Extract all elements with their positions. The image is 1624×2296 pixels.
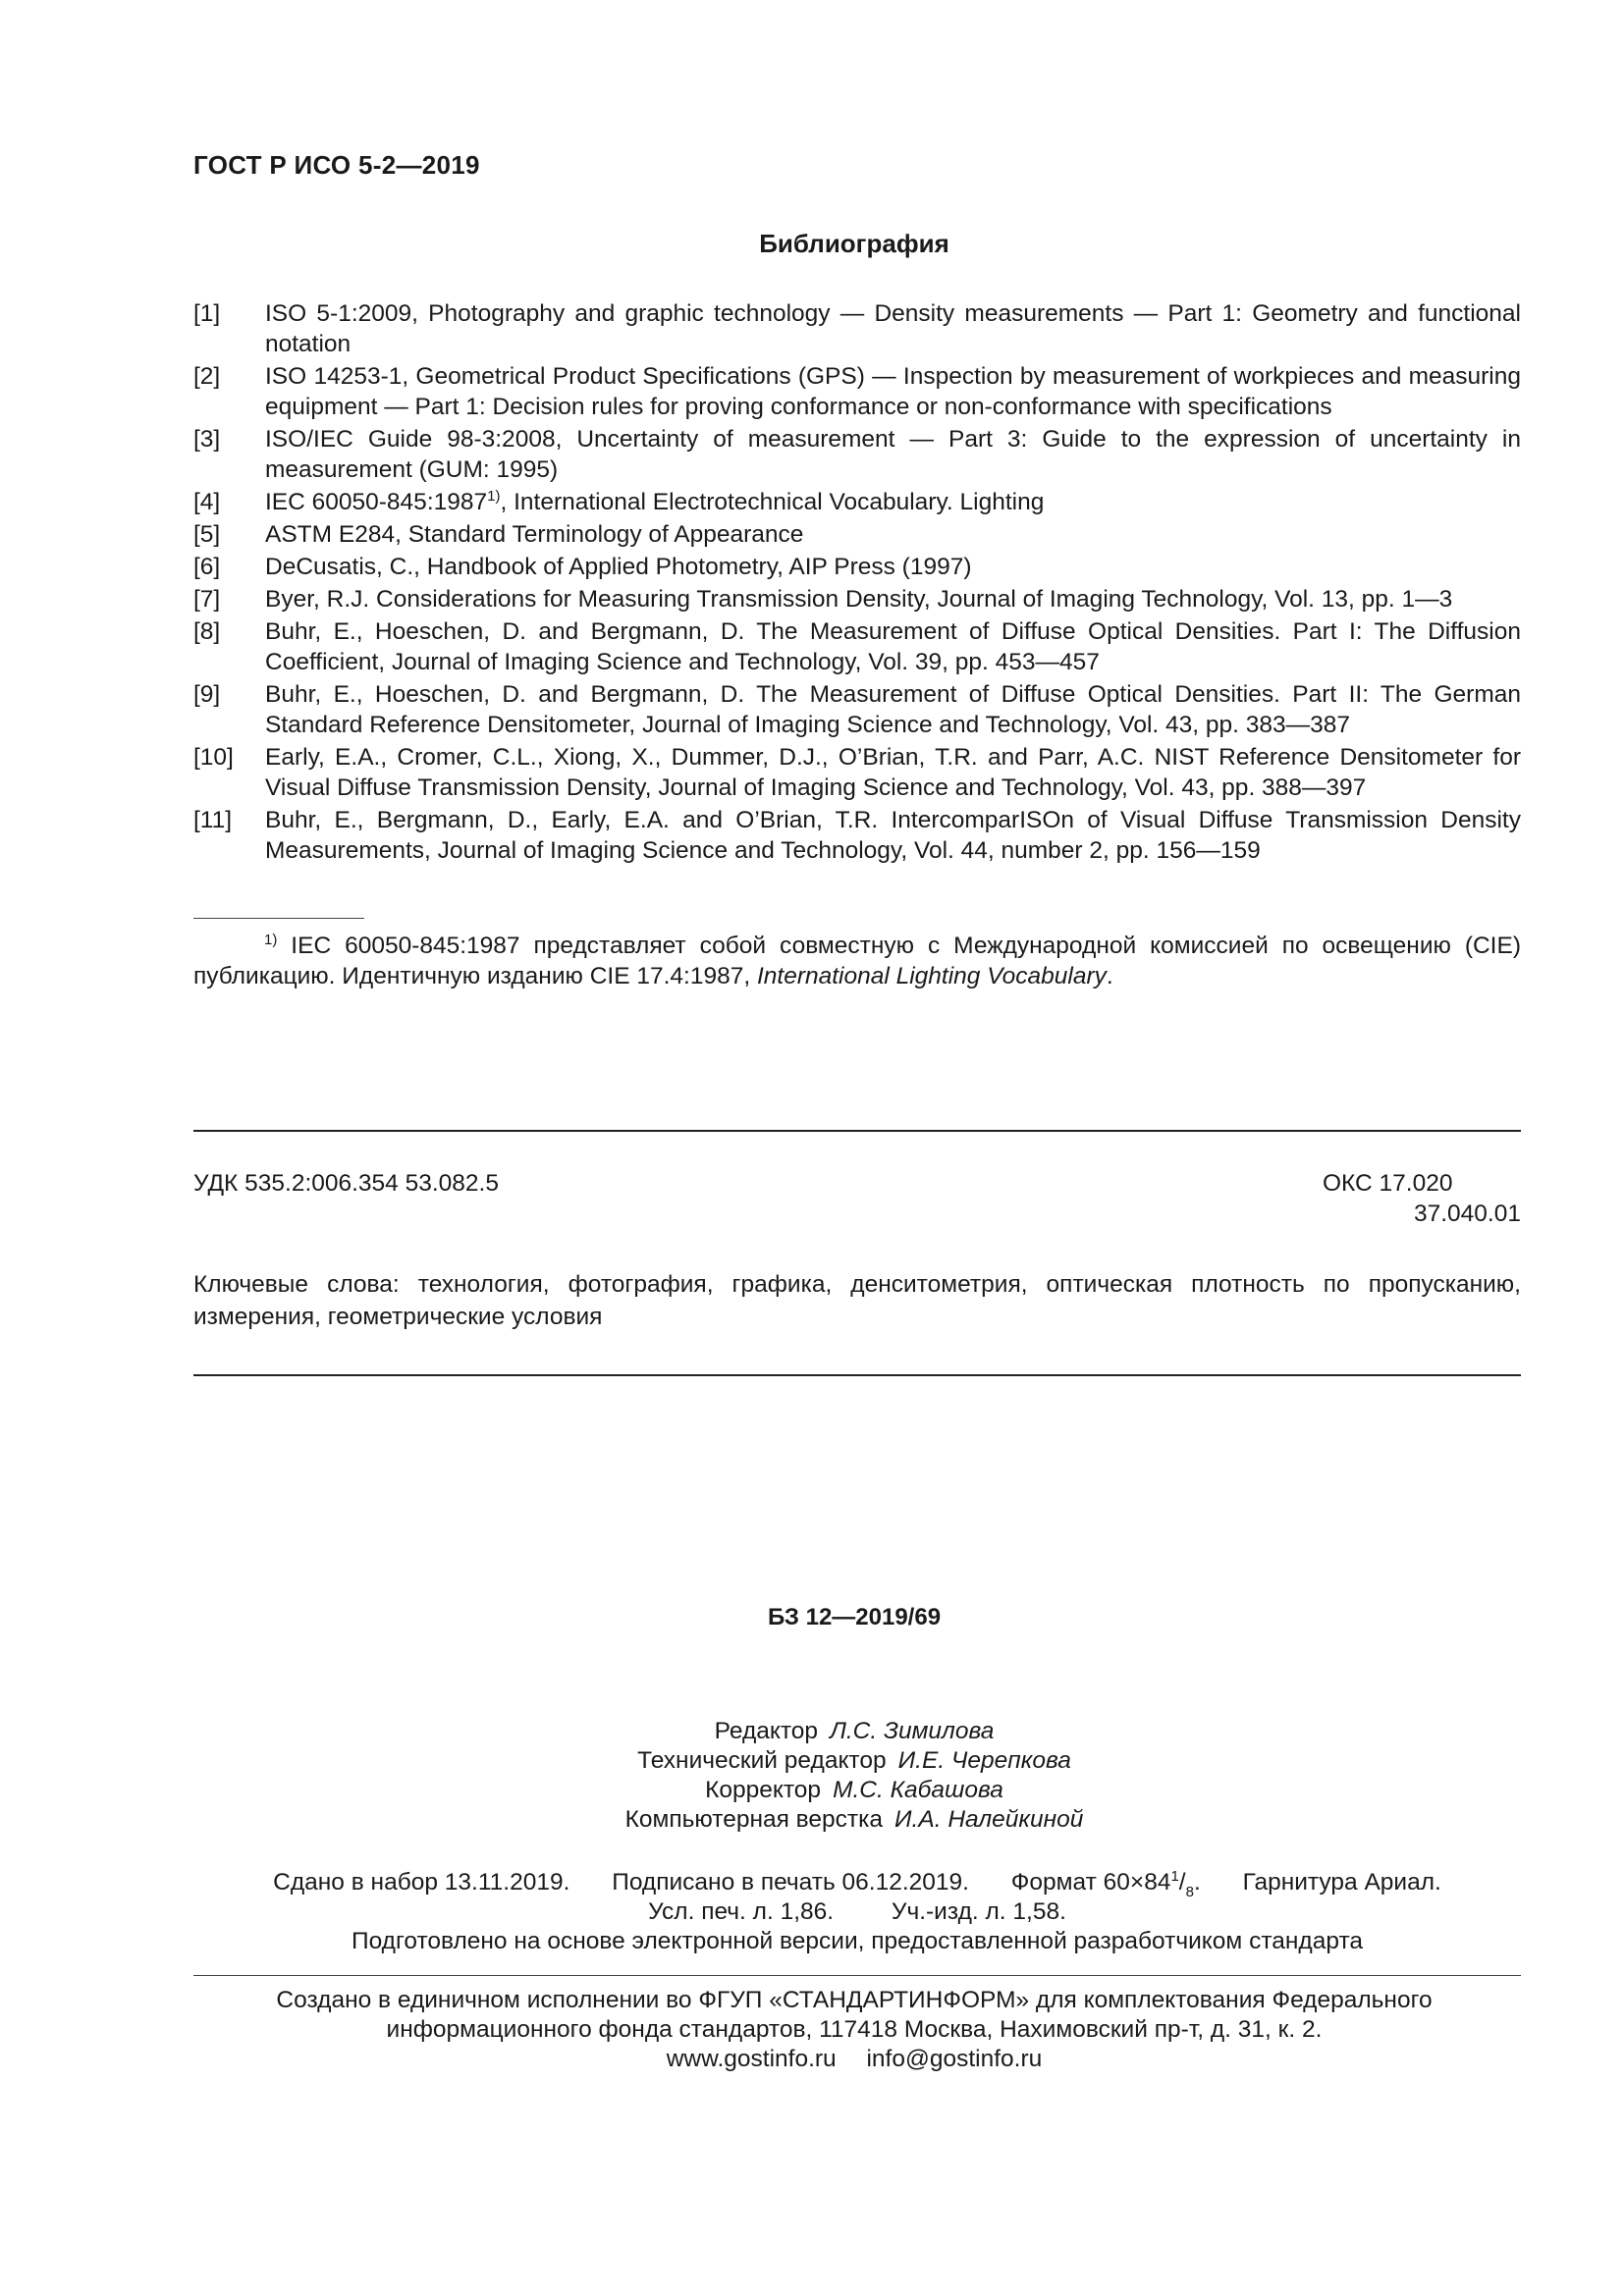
- submitted-date: Сдано в набор 13.11.2019.: [273, 1869, 570, 1896]
- oks-code: [1323, 1168, 1521, 1229]
- reference-text: ISO 14253-1, Geometrical Product Specifications (GPS) — Inspection by measurement of workpieces and measuring equipment — Part 1: Decision rules for proving conformance or non-conformance with specifications: [265, 363, 1521, 420]
- credit-proofreader: [0, 1776, 1624, 1805]
- credit-role: Корректор: [705, 1777, 822, 1803]
- bibliography-item: [193, 584, 1521, 614]
- website-link[interactable]: www.gostinfo.ru: [666, 2046, 837, 2072]
- footnote-text: IEC 60050-845:1987 представляет собой совместную с Международной комиссией по освещению (CIE) публикацию. Идентичную изданию CIE 17.4:1987,: [193, 933, 1521, 989]
- format-sub: 8: [1185, 1884, 1194, 1900]
- reference-number: [9]: [193, 681, 221, 708]
- credit-name: И.А. Налейкиной: [894, 1806, 1084, 1833]
- reference-text: Buhr, E., Bergmann, D., Early, E.A. and O’Brian, T.R. IntercomparISOn of Visual Diffuse Transmission Density Measurements, Journal of Imaging Science and Technology, Vol. 44, number 2, pp. 156—159: [265, 807, 1521, 864]
- reference-number: [2]: [193, 363, 221, 390]
- credits: [0, 1717, 1624, 1835]
- bibliography-list: [193, 298, 1521, 868]
- reference-number: [4]: [193, 489, 221, 515]
- footnote-divider: [193, 918, 364, 919]
- reference-text-rest: , International Electrotechnical Vocabulary. Lighting: [500, 489, 1045, 515]
- print-info: [193, 1868, 1521, 1956]
- section-divider-bottom: [193, 1374, 1521, 1376]
- print-info-row-2: [193, 1897, 1521, 1927]
- credit-name: Л.С. Зимилова: [830, 1718, 995, 1744]
- bibliography-item: [193, 742, 1521, 803]
- credit-name: М.С. Кабашова: [833, 1777, 1003, 1803]
- typeface: Гарнитура Ариал.: [1242, 1869, 1441, 1896]
- email-link[interactable]: info@gostinfo.ru: [866, 2046, 1043, 2072]
- publisher-line-2: информационного фонда стандартов, 117418 Москва, Нахимовский пр-т, д. 31, к. 2.: [386, 2016, 1323, 2043]
- reference-text: Early, E.A., Cromer, C.L., Xiong, X., Dummer, D.J., O’Brian, T.R. and Parr, A.C. NIST Reference Densitometer for Visual Diffuse Transmission Density, Journal of Imaging Science and Technology, Vol. 43, pp. 388—397: [265, 744, 1521, 801]
- uch-pages: Уч.-изд. л. 1,58.: [891, 1898, 1066, 1925]
- credit-role: Компьютерная верстка: [624, 1806, 884, 1833]
- credit-name: И.Е. Черепкова: [897, 1747, 1071, 1774]
- bibliography-item: [193, 519, 1521, 550]
- publisher-info: [0, 1986, 1624, 2074]
- reference-text: ISO 5-1:2009, Photography and graphic technology — Density measurements — Part 1: Geometry and functional notation: [265, 300, 1521, 357]
- reference-text: DeCusatis, C., Handbook of Applied Photometry, AIP Press (1997): [265, 554, 972, 580]
- reference-text: Byer, R.J. Considerations for Measuring Transmission Density, Journal of Imaging Technology, Vol. 13, pp. 1—3: [265, 586, 1453, 613]
- usl-pages: Усл. печ. л. 1,86.: [648, 1898, 835, 1925]
- credit-role: Технический редактор: [637, 1747, 887, 1774]
- reference-text: ISO/IEC Guide 98-3:2008, Uncertainty of measurement — Part 3: Guide to the expression of uncertainty in measurement (GUM: 1995): [265, 426, 1521, 483]
- reference-number: [10]: [193, 744, 234, 771]
- publisher-contacts: [0, 2045, 1624, 2074]
- publisher-line-1: Создано в единичном исполнении во ФГУП «СТАНДАРТИНФОРМ» для комплектования Федерального: [276, 1987, 1433, 2013]
- publisher-divider: [193, 1975, 1521, 1976]
- prepared-basis: Подготовлено на основе электронной версии, предоставленной разработчиком стандарта: [351, 1928, 1364, 1954]
- reference-text: ASTM E284, Standard Terminology of Appearance: [265, 521, 804, 548]
- format-slash: /: [1178, 1869, 1186, 1896]
- reference-number: [5]: [193, 521, 221, 548]
- reference-text: [265, 487, 1521, 517]
- bibliography-title: Библиография: [759, 229, 949, 258]
- signed-date: Подписано в печать 06.12.2019.: [612, 1869, 969, 1896]
- reference-number: [6]: [193, 554, 221, 580]
- format-sup: 1: [1170, 1868, 1179, 1885]
- bibliography-item: [193, 552, 1521, 582]
- reference-text: Buhr, E., Hoeschen, D. and Bergmann, D. The Measurement of Diffuse Optical Densities. Part II: The German Standard Reference Densitometer, Journal of Imaging Science and Technology, Vol. 43, pp. 383—387: [265, 681, 1521, 738]
- bibliography-item: [193, 679, 1521, 740]
- reference-number: [7]: [193, 586, 221, 613]
- format-end: .: [1193, 1869, 1201, 1896]
- paper-format: [1010, 1868, 1201, 1900]
- document-code: ГОСТ Р ИСО 5-2—2019: [193, 150, 480, 180]
- oks-line-1: ОКС 17.020: [1323, 1170, 1453, 1197]
- bibliography-item: [193, 424, 1521, 485]
- bibliography-item: [193, 361, 1521, 422]
- udk-code: УДК 535.2:006.354 53.082.5: [193, 1170, 499, 1197]
- footnote-mark: 1): [264, 932, 278, 948]
- format-prefix: Формат 60×84: [1010, 1869, 1171, 1896]
- credit-role: Редактор: [714, 1718, 819, 1744]
- bz-number: БЗ 12—2019/69: [767, 1604, 942, 1630]
- print-info-row-1: [193, 1868, 1521, 1900]
- reference-number: [1]: [193, 300, 221, 327]
- reference-text: Buhr, E., Hoeschen, D. and Bergmann, D. The Measurement of Diffuse Optical Densities. Part I: The Diffusion Coefficient, Journal of Imaging Science and Technology, Vol. 39, pp. 453—457: [265, 618, 1521, 675]
- reference-text-main: IEC 60050-845:1987: [265, 489, 488, 515]
- credit-tech-editor: [0, 1746, 1624, 1776]
- credit-layout: [0, 1805, 1624, 1835]
- reference-number: [3]: [193, 426, 221, 453]
- bibliography-item: [193, 805, 1521, 866]
- footnote-reference-mark: 1): [487, 488, 501, 505]
- reference-number: [8]: [193, 618, 221, 645]
- footnote: [193, 931, 1521, 991]
- reference-number: [11]: [193, 807, 233, 833]
- footnote-end: .: [1106, 963, 1113, 989]
- keywords: Ключевые слова: технология, фотография, графика, денситометрия, оптическая плотность по пропусканию, измерения, геометрические условия: [193, 1271, 1521, 1330]
- section-divider-top: [193, 1130, 1521, 1132]
- oks-line-2: 37.040.01: [1414, 1201, 1521, 1227]
- credit-editor: [0, 1717, 1624, 1746]
- footnote-italic-title: International Lighting Vocabulary: [756, 963, 1107, 989]
- bibliography-item: [193, 487, 1521, 517]
- bibliography-item: [193, 298, 1521, 359]
- bibliography-item: [193, 616, 1521, 677]
